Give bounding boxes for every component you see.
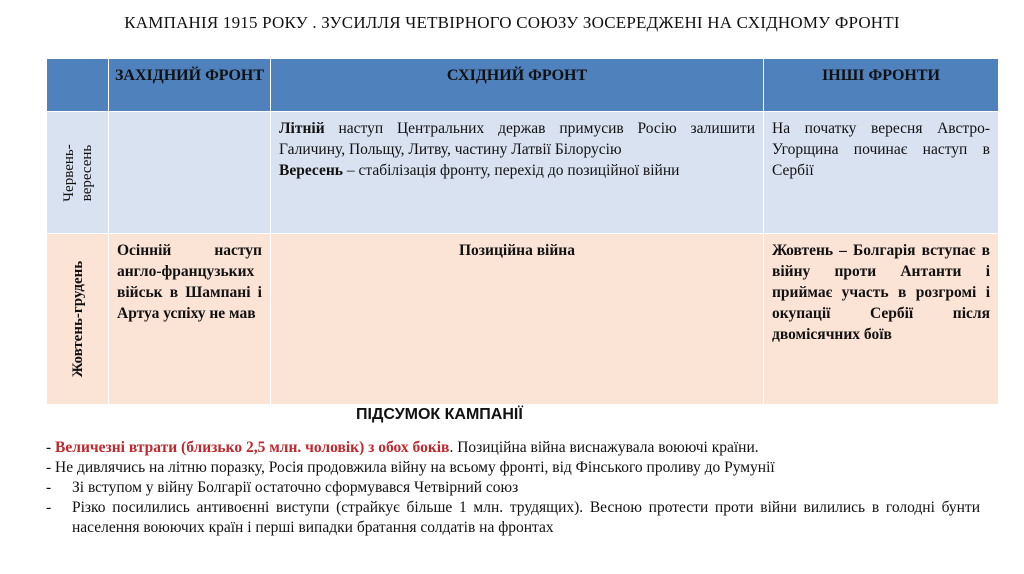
summary-item-bulgaria: - Зі вступом у війну Болгарії остаточно сформувався Четвірний союз <box>46 479 519 496</box>
eastern-cell-october-december: Позиційна війна <box>271 234 764 405</box>
eastern-cell-june-september <box>271 112 764 234</box>
eastern-text-june-september: Літній наступ Центральних держав примусив Росію залишити Галичину, Польщу, Литву, частину Латвії Білорусію Вересень – стабілізація фронту, перехід до позиційної війни <box>279 120 755 179</box>
summary-item-protests: - Різко посилились антивоєнні виступи (страйкує більше 1 млн. трудящих). Весною протести проти війни вилились в голодні бунти населення воюючих країн і перші випадки братання солдатів на фронтах <box>46 499 980 536</box>
period-cell-october-december <box>47 234 109 405</box>
other-cell-october-december: Жовтень – Болгарія вступає в війну проти Антанти і приймає участь в розгромі і окупації Сербії після двомісячних боїв <box>764 234 999 405</box>
western-cell-october-december: Осінній наступ англо-французьких військ в Шампані і Артуа успіху не мав <box>109 234 271 405</box>
header-corner-cell <box>47 59 109 112</box>
summary-item-losses: - Величезні втрати (близько 2,5 млн. чоловік) з обох боків. Позиційна війна виснажувала воюючі країни. <box>46 439 759 456</box>
slide-title: КАМПАНІЯ 1915 РОКУ . ЗУСИЛЛЯ ЧЕТВІРНОГО СОЮЗУ ЗОСЕРЕДЖЕНІ НА СХІДНОМУ ФРОНТІ <box>124 13 900 32</box>
table-row <box>47 234 999 405</box>
table-header-row <box>47 59 999 112</box>
summary-list <box>46 438 980 538</box>
period-cell-june-september <box>47 112 109 234</box>
header-western-front: ЗАХІДНИЙ ФРОНТ <box>109 59 271 112</box>
summary-title: ПІДСУМОК КАМПАНІЇ <box>356 406 523 423</box>
header-other-fronts: ІНШІ ФРОНТИ <box>764 59 999 112</box>
campaign-table <box>46 58 999 405</box>
other-cell-june-september: На початку вересня Австро-Угорщина починає наступ в Сербії <box>764 112 999 234</box>
summary-item-russia: - Не дивлячись на літню поразку, Росія продовжила війну на всьому фронті, від Фінського проливу до Румунії <box>46 459 775 476</box>
period-label: Жовтень-грудень <box>69 260 86 378</box>
table-row <box>47 112 999 234</box>
western-cell-june-september <box>109 112 271 234</box>
period-label: Червень- вересень <box>60 143 95 202</box>
header-eastern-front: СХІДНИЙ ФРОНТ <box>271 59 764 112</box>
